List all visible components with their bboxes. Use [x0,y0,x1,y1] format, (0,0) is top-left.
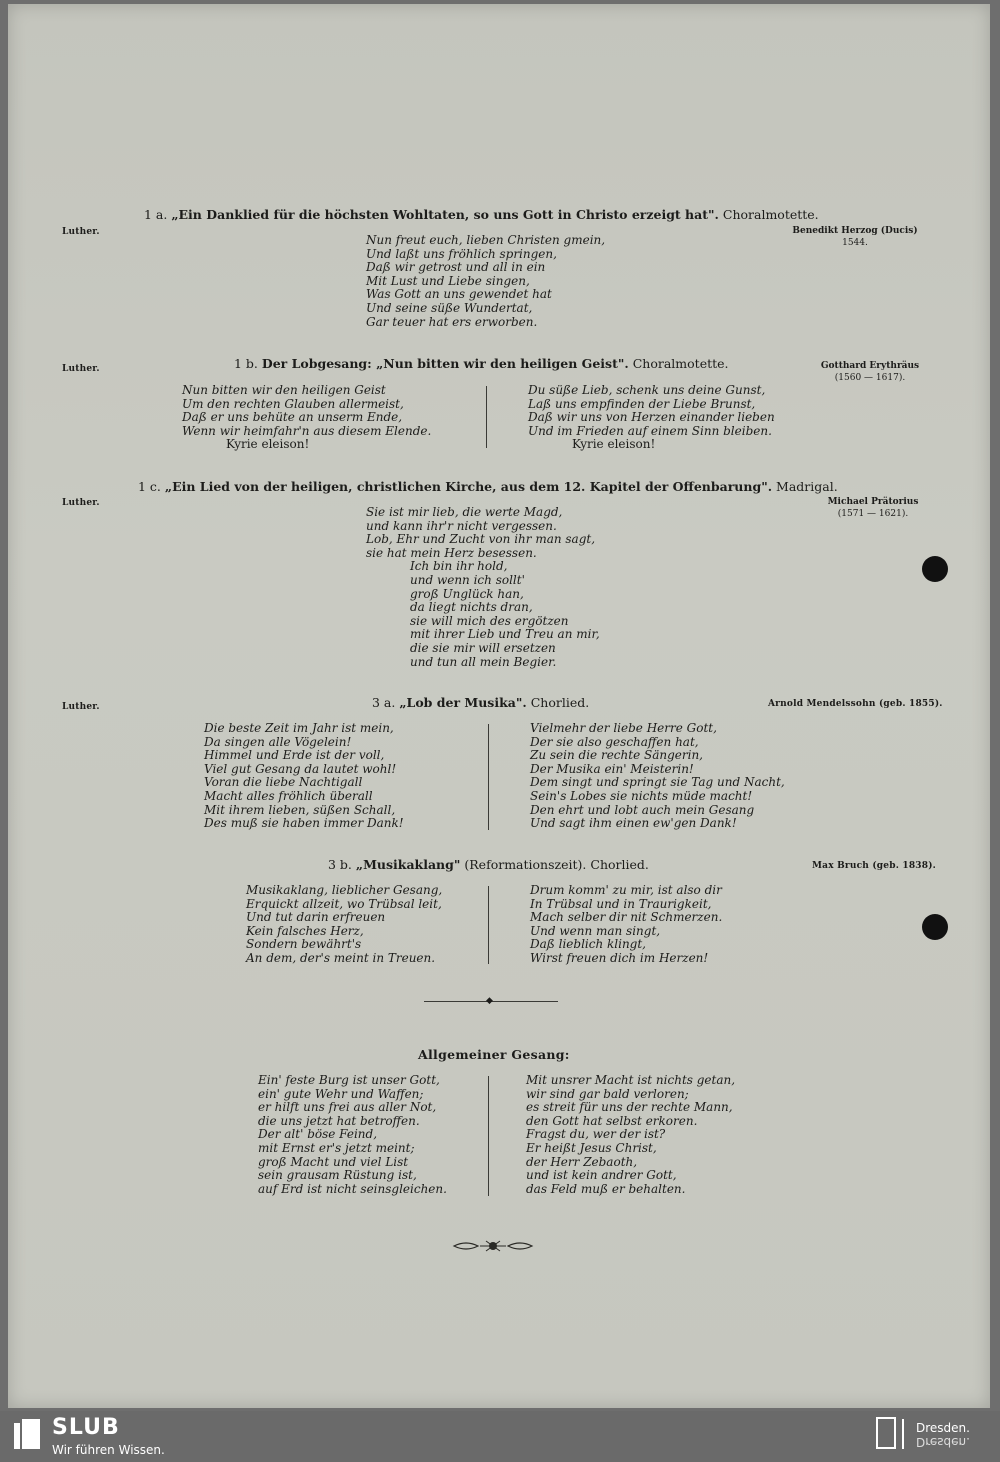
verse-line: An dem, der's meint in Treuen. [246,950,436,965]
verse-1b-right [528,384,775,452]
section-title-1a [144,207,819,222]
verse-line: Viel gut Gesang da lautet wohl! [204,761,397,776]
verse-line: die uns jetzt hat betroffen. [258,1113,420,1128]
verse-line: und kann ihr'r nicht vergessen. [366,518,557,533]
composer-years-1c: (1571 — 1621). [837,509,909,519]
ornament-icon [452,1238,534,1254]
verse-line: er hilft uns frei aus aller Not, [258,1100,437,1115]
verse-line: Nun bitten wir den heiligen Geist [182,383,386,397]
verse-3b-left [246,884,442,966]
footer-separator [902,1419,904,1449]
section-number-1a: 1 a. [144,207,168,222]
verse-line: der Herr Zebaoth, [526,1154,638,1169]
verse-line: Mit unsrer Macht ist nichts getan, [526,1073,736,1087]
verse-line: auf Erd ist nicht seinsgleichen. [258,1181,447,1196]
verse-line: Und seine süße Wundertat, [366,300,533,315]
verse-line: Und laßt uns fröhlich springen, [366,246,557,261]
verse-line: Du süße Lieb, schenk uns deine Gunst, [528,383,766,397]
verse-line: da liegt nichts dran, [410,600,533,615]
verse-3a-right [530,722,785,831]
section-title-3a [372,695,589,710]
verse-line: das Feld muß er behalten. [526,1181,686,1196]
verse-general-right [526,1074,735,1196]
verse-line: Wirst freuen dich im Herzen! [530,950,709,965]
genre-1a: Choralmotette. [722,207,819,222]
verse-line: Laß uns empfinden der Liebe Brunst, [528,396,756,411]
section-number-1b: 1 b. [234,356,258,371]
verse-line: Der sie also geschaffen hat, [530,734,699,749]
composer-year-1a: 1544. [842,238,868,248]
verse-line: Und tut darin erfreuen [246,910,386,925]
verse-line: Kein falsches Herz, [246,923,364,938]
verse-line: Zu sein die rechte Sängerin, [530,748,703,763]
dresden-crest-icon [876,1417,896,1449]
verse-line: Des muß sie haben immer Dank! [204,816,404,831]
city-name-mirror: Dresden. [916,1435,970,1449]
composer-3a: Arnold Mendelssohn (geb. 1855). [768,699,943,709]
piece-title-1c: „Ein Lied von der heiligen, christlichen Kirche, aus dem 12. Kapitel der Offenbarung". [164,479,773,494]
composer-3b: Max Bruch (geb. 1838). [812,861,937,871]
library-claim: Wir führen Wissen. [52,1443,165,1457]
column-divider-3a [488,724,489,830]
column-divider-1b [486,386,487,448]
city-name: Dresden. [916,1421,970,1435]
verse-line: es streit für uns der rechte Mann, [526,1100,733,1115]
verse-line: Sein's Lobes sie nichts müde macht! [530,788,753,803]
piece-title-1a: „Ein Danklied für die höchsten Wohltaten, so uns Gott in Christo erzeigt hat". [171,207,719,222]
verse-line: Lob, Ehr und Zucht von ihr man sagt, [366,532,596,547]
genre-3a: Chorlied. [530,695,590,710]
verse-line: wir sind gar bald verloren; [526,1086,689,1101]
composer-years-1b: (1560 — 1617). [834,373,906,383]
piece-title-1b: Der Lobgesang: „Nun bitten wir den heiligen Geist". [261,356,629,371]
verse-line: Mit Lust und Liebe singen, [366,273,530,288]
verse-line: Da singen alle Vögelein! [204,734,352,749]
composer-name-1c: Michael Prätorius [827,497,919,507]
verse-line: sie hat mein Herz besessen. [366,545,537,560]
verse-1a [366,234,605,329]
verse-line: Voran die liebe Nachtigall [204,775,363,790]
verse-line: Er heißt Jesus Christ, [526,1140,657,1155]
piece-title-3a: „Lob der Musika". [399,695,527,710]
verse-line: und ist kein andrer Gott, [526,1168,677,1183]
verse-line: Gar teuer hat ers erworben. [366,314,538,329]
verse-line: Daß wir uns von Herzen einander lieben [528,410,775,425]
verse-line: Mach selber dir nit Schmerzen. [530,910,723,925]
verse-line: Nun freut euch, lieben Christen gmein, [366,233,606,247]
author-label-1b: Luther. [62,364,100,374]
section-number-1c: 1 c. [138,479,161,494]
verse-line: Um den rechten Glauben allermeist, [182,396,404,411]
piece-title-3b: „Musikaklang" [355,857,461,872]
verse-line: groß Macht und viel List [258,1154,409,1169]
verse-line: Und im Frieden auf einem Sinn bleiben. [528,423,772,438]
verse-line: Musikaklang, lieblicher Gesang, [246,883,443,897]
refrain-line: Kyrie eleison! [572,437,656,452]
composer-1b [810,360,930,384]
verse-3b-right [530,884,722,966]
verse-line: Den ehrt und lobt auch mein Gesang [530,802,755,817]
verse-line: Daß er uns behüte an unserm Ende, [182,410,403,425]
composer-1a [790,225,920,249]
verse-line: In Trübsal und in Traurigkeit, [530,896,712,911]
verse-line: Ich bin ihr hold, [410,559,508,574]
column-divider-general [488,1076,489,1196]
verse-line: und wenn ich sollt' [410,572,525,587]
verse-line: groß Unglück han, [410,586,524,601]
verse-line: ein' gute Wehr und Waffen; [258,1086,424,1101]
verse-line: Und sagt ihm einen ew'gen Dank! [530,816,737,831]
verse-line: Was Gott an uns gewendet hat [366,287,552,302]
verse-general-left [258,1074,447,1196]
verse-line: Ein' feste Burg ist unser Gott, [258,1073,440,1087]
section-title-1c [138,479,838,494]
author-label-1a: Luther. [62,227,100,237]
punch-hole-bottom [922,914,948,940]
verse-line: den Gott hat selbst erkoren. [526,1113,698,1128]
verse-line: und tun all mein Begier. [410,654,557,669]
verse-line: Mit ihrem lieben, süßen Schall, [204,802,396,817]
verse-line: die sie mir will ersetzen [410,640,556,655]
verse-line: sie will mich des ergötzen [410,613,569,628]
punch-hole-top [922,556,948,582]
author-label-3a: Luther. [62,702,100,712]
verse-line: mit Ernst er's jetzt meint; [258,1140,415,1155]
verse-line: Fragst du, wer der ist? [526,1127,666,1142]
composer-1c [818,496,928,520]
genre-1c: Madrigal. [776,479,838,494]
verse-1b-left [182,384,431,452]
section-number-3a: 3 a. [372,695,396,710]
verse-line: Himmel und Erde ist der voll, [204,748,385,763]
verse-line: Sie ist mir lieb, die werte Magd, [366,505,563,519]
section-title-3b [328,857,649,872]
section-number-3b: 3 b. [328,857,352,872]
verse-line: Erquickt allzeit, wo Trübsal leit, [246,896,442,911]
verse-line: Die beste Zeit im Jahr ist mein, [204,721,394,735]
verse-line: Daß lieblich klingt, [530,937,646,952]
verse-line: Der Musika ein' Meisterin! [530,761,694,776]
verse-line: Der alt' böse Feind, [258,1127,378,1142]
verse-line: Macht alles fröhlich überall [204,788,373,803]
verse-line: Wenn wir heimfahr'n aus diesem Elende. [182,423,432,438]
verse-line: sein grausam Rüstung ist, [258,1168,417,1183]
verse-line: Dem singt und springt sie Tag und Nacht, [530,775,785,790]
verse-line: Drum komm' zu mir, ist also dir [530,883,722,897]
slub-logo-icon [14,1419,40,1449]
verse-line: Und wenn man singt, [530,923,661,938]
verse-line: Vielmehr der liebe Herre Gott, [530,721,717,735]
composer-name-1a: Benedikt Herzog (Ducis) [792,226,918,236]
verse-3a-left [204,722,404,831]
verse-1c [366,506,600,669]
subtitle-3b: (Reformationszeit). [464,857,587,872]
genre-3b: Chorlied. [590,857,649,872]
divider-dot-icon: ◆ [486,996,493,1006]
verse-line: Sondern bewährt's [246,937,362,952]
composer-name-1b: Gotthard Erythräus [820,361,920,371]
section-title-1b [234,356,729,371]
verse-line: mit ihrer Lieb und Treu an mir, [410,627,600,642]
library-name: SLUB [52,1415,120,1440]
refrain-line: Kyrie eleison! [226,437,310,452]
footer-bar [0,1411,1000,1462]
column-divider-3b [488,886,489,964]
author-label-1c: Luther. [62,498,100,508]
genre-1b: Choralmotette. [632,356,729,371]
verse-line: Daß wir getrost und all in ein [366,260,546,275]
general-hymn-title: Allgemeiner Gesang: [418,1047,570,1062]
